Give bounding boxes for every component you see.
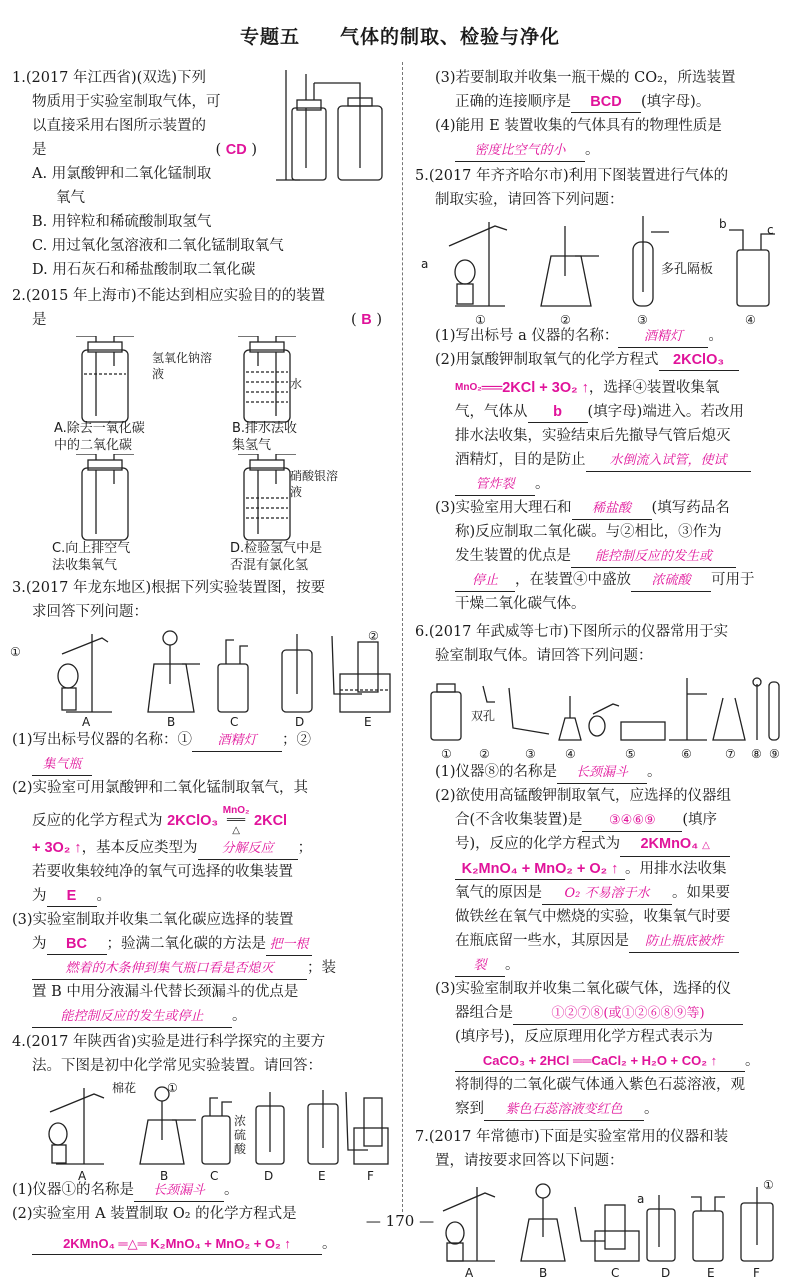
- q4-p1-text: (1)仪器①的名称是: [12, 1182, 135, 1198]
- q4-number: 4.: [12, 1034, 26, 1050]
- question-3: 3.(2017 年龙东地区)根据下列实验装置图，按要 求回答下列问题： ① ② A B C D E (1)写出标号仪器的名称：① 酒精灯 ；② 集气瓶 (2)实验室可用氯酸钾和二氧化锰制取氧气，其 反应的化学方程式为 2KClO₃ MnO₂ ═══ △ 2KCl + 3O₂ ↑，基本反应类型为 分解反应 ； 若要收集较纯净的氧气可选择的收集装置 为 E 。 (3)实验室制取并收集二氧化碳应选择的装置 为 BC ；验满二氧化碳的方法是 把一根 燃着的木条伸到集气瓶口看是否熄灭 ；装 置 B 中用分液漏斗代替长颈漏斗的优点是 能控制反应的发生或停止 。: [12, 576, 392, 1028]
- q1-apparatus-figure: [270, 68, 390, 188]
- q1-stem-line4: 是: [32, 142, 47, 158]
- q6-p3-text2: 器组合是: [455, 1005, 513, 1021]
- q7-number: 7.: [415, 1129, 429, 1145]
- q6-fig-label-5: ⑤: [625, 747, 636, 761]
- q3-p2-collector: E: [47, 886, 97, 907]
- q5-p3-advantage2: 停止: [455, 571, 515, 592]
- q6-fig-label-8: ⑧: [751, 747, 762, 761]
- bracket-left: (: [215, 142, 222, 158]
- q2-figa-caption1: A.除去一氧化碳: [54, 421, 145, 436]
- q2-figd-caption1: D.检验氢气中是: [230, 541, 323, 556]
- q6-fig-label-3: ③: [525, 747, 536, 761]
- q5-p1-answer: 酒精灯: [618, 327, 708, 348]
- q5-p2-port: b: [528, 402, 588, 423]
- q3-p3-text3: ；验满二氧化碳的方法是: [106, 936, 266, 952]
- question-1: [12, 66, 392, 282]
- q4-fig-acid2: 硫: [234, 1128, 247, 1142]
- q6-equation-left: 2KMnO₄: [640, 836, 699, 852]
- q6-p2-text7: 。如果要: [672, 885, 730, 901]
- column-divider: [402, 62, 403, 1212]
- q4-fig-label-d: D: [264, 1169, 274, 1183]
- q4-fig-cotton: 棉花: [112, 1081, 137, 1095]
- q4-p1-end: 。: [224, 1182, 239, 1198]
- q2-figures: [12, 332, 392, 573]
- q4-p4-answer: 密度比空气的小: [455, 141, 585, 162]
- q4-p2-equation: 2KMnO₄ ═△═ K₂MnO₄ + MnO₂ + O₂ ↑: [32, 1234, 322, 1255]
- q7-fig-label-b: B: [539, 1266, 548, 1280]
- q5-fig-a: a: [421, 257, 429, 271]
- q3-p2-text2: 反应的化学方程式为: [32, 813, 163, 829]
- q4-p3-text2: 正确的连接顺序是: [455, 94, 571, 110]
- q6-fig-label-2: ②: [479, 747, 490, 761]
- q5-equation-right: ══2KCl + 3O₂ ↑: [481, 380, 589, 396]
- q5-p3-answer1: 稀盐酸: [572, 499, 652, 520]
- q5-fig-label-1: ①: [475, 313, 486, 327]
- left-column: [12, 66, 392, 1256]
- q5-fig-label-2: ②: [560, 313, 571, 327]
- question-6: [415, 620, 790, 1121]
- q3-fig-mark2: ②: [368, 629, 379, 643]
- q2-figd-caption2: 否混有氯化氢: [230, 558, 309, 573]
- q6-p2-text1: (2)欲使用高锰酸钾制取氧气，应选择的仪器组: [435, 788, 732, 804]
- q7-fig-a: a: [637, 1192, 645, 1206]
- q3-p1-sep: ；②: [282, 732, 312, 748]
- q5-p3-text5: ，在装置④中盛放: [515, 572, 631, 588]
- q5-p2-end: 。: [535, 476, 550, 492]
- q6-p3-observation: 紫色石蕊溶液变红色: [484, 1100, 644, 1121]
- q3-fig-label-c: C: [230, 715, 239, 729]
- q1-stem-line2: 物质用于实验室制取气体，可: [32, 94, 221, 110]
- q3-p2-text1: (2)实验室可用氯酸钾和二氧化锰制取氧气，其: [12, 780, 309, 796]
- q6-p3-text4: 。: [745, 1053, 760, 1069]
- q5-p3-text3: 称)反应制取二氧化碳。与②相比，③作为: [455, 524, 722, 540]
- q5-p2-text6: 酒精灯，目的是防止: [455, 452, 586, 468]
- q4-fig-acid1: 浓: [234, 1114, 247, 1128]
- q5-p2-text2: ，选择④装置收集氧: [588, 380, 720, 396]
- q6-number: 6.: [415, 624, 429, 640]
- q3-fig-mark1: ①: [10, 645, 21, 659]
- q7-fig-label-e: E: [707, 1266, 715, 1280]
- q5-fig-label-3: ③: [637, 313, 648, 327]
- q3-p3-text6: 。: [232, 1008, 247, 1024]
- q4-p3-answer: BCD: [571, 92, 641, 113]
- q2-figc-caption2: 法收集氧气: [52, 558, 118, 573]
- q2-figd-reagent: 硝酸银溶液: [290, 469, 339, 499]
- q1-option-a-cont: 氧气: [56, 190, 85, 206]
- q5-p3-advantage1: 能控制反应的发生或: [571, 547, 736, 568]
- q6-p2-text5: 。用排水法收集: [625, 861, 727, 877]
- q2-figa-reagent: 氢氧化钠溶液: [152, 351, 213, 381]
- q1-number: 1.: [12, 70, 26, 86]
- q3-fig-label-b: B: [167, 715, 176, 729]
- q2-number: 2.: [12, 288, 26, 304]
- q3-equation-right: 2KCl: [254, 813, 288, 829]
- page-number: — 170 —: [365, 1212, 435, 1230]
- q3-fig-label-e: E: [364, 715, 372, 729]
- q3-equation-tail: + 3O₂ ↑: [32, 840, 82, 856]
- q5-stem-line1: (2017 年齐齐哈尔市)利用下图装置进行气体的: [428, 168, 729, 184]
- title-subject: 气体的制取、检验与净化: [340, 26, 561, 48]
- q3-stem-line1: (2017 年龙东地区)根据下列实验装置图，按要: [25, 580, 326, 596]
- q5-p1-text: (1)写出标号 a 仪器的名称：: [435, 328, 619, 344]
- q6-p2-text4: 号)，反应的化学方程式为: [455, 836, 621, 852]
- q6-p2-text2: 合(不含收集装置)是: [455, 812, 583, 828]
- q4-p4-text1: (4)能用 E 装置收集的气体具有的物理性质是: [435, 118, 722, 134]
- q2-figure-c: [72, 454, 152, 544]
- question-2: 2.(2015 年上海市)不能达到相应实验目的的装置 是 ( B ) 氢氧化钠溶液 A.除去一氧化碳 中的二氧化碳 水 B.排水法收 集氢气 C.向上排空气 法收集氧气 硝酸银溶液 D.检验氢气中是 否混有氯化氢: [12, 284, 392, 542]
- q6-p2-reason2a: 防止瓶底被炸: [629, 932, 739, 953]
- q3-equation-left: 2KClO₃: [167, 813, 219, 829]
- q4-fig-acid3: 酸: [234, 1142, 247, 1156]
- q3-p3-text4: ；装: [307, 960, 336, 976]
- q6-p3-text1: (3)实验室制取并收集二氧化碳气体，选择的仪: [435, 981, 732, 997]
- q2-figure-a: [72, 336, 152, 426]
- q3-figures: [10, 624, 392, 729]
- q3-fig-label-d: D: [295, 715, 305, 729]
- q3-p2-text5: 若要收集较纯净的氧气可选择的收集装置: [32, 864, 293, 880]
- q4-stem-line1: (2017 年陕西省)实验是进行科学探究的主要方: [25, 1034, 326, 1050]
- q6-p3-end: 。: [644, 1101, 659, 1117]
- q4-p2-text: (2)实验室用 A 装置制取 O₂ 的化学方程式是: [12, 1206, 297, 1222]
- q1-option-a: A. 用氯酸钾和二氧化锰制取: [32, 166, 212, 182]
- q3-p2-text3: ，基本反应类型为: [81, 840, 198, 856]
- q3-p2-text7: 。: [96, 888, 111, 904]
- q6-p3-text6: 察到: [455, 1101, 484, 1117]
- q3-p3-text5: 置 B 中用分液漏斗代替长颈漏斗的优点是: [32, 984, 299, 1000]
- q5-equation-condition: MnO₂: [455, 382, 482, 393]
- heat-symbol: △: [232, 825, 240, 836]
- q7-stem-line1: (2017 年常德市)下面是实验室常用的仪器和装: [428, 1129, 729, 1145]
- question-7: [415, 1125, 790, 1280]
- q6-p3-equation: CaCO₃ + 2HCl ══CaCl₂ + H₂O + CO₂ ↑: [455, 1051, 745, 1072]
- page-title: [0, 22, 800, 49]
- q3-equation-condition: MnO₂: [222, 805, 250, 816]
- q1-option-b: B. 用锌粒和稀硫酸制取氢气: [32, 214, 212, 230]
- q3-p3-text1: (3)实验室制取并收集二氧化碳应选择的装置: [12, 912, 294, 928]
- q3-fig-label-a: A: [82, 715, 91, 729]
- q5-p3-answer2: 浓硫酸: [631, 571, 711, 592]
- q6-p1-text: (1)仪器⑧的名称是: [435, 764, 558, 780]
- q5-p2-text5: 排水法收集，实验结束后先撤导气管后熄灭: [455, 428, 731, 444]
- q6-p1-answer: 长颈漏斗: [557, 763, 647, 784]
- q6-figures: [415, 668, 790, 760]
- q7-fig-label-f: F: [753, 1266, 760, 1280]
- right-column: [415, 66, 790, 1280]
- q5-p3-text2: (填写药品名: [651, 500, 730, 516]
- q6-fig-label-4: ④: [565, 747, 576, 761]
- q4-fig-label-f: F: [367, 1169, 374, 1183]
- q5-fig-label-4: ④: [745, 313, 756, 327]
- q5-fig-c: c: [767, 223, 774, 237]
- q2-figb-caption2: 集氢气: [232, 438, 272, 453]
- q4-fig-label-a: A: [78, 1169, 87, 1183]
- q3-p3-answer: BC: [47, 934, 107, 955]
- q6-p2-text8: 做铁丝在氧气中燃烧的实验，收集氧气时要: [455, 909, 731, 925]
- q6-p2-reason2b: 裂: [455, 956, 505, 977]
- q3-p3-text2: 为: [32, 936, 47, 952]
- q2-answer: B: [361, 312, 372, 328]
- q1-answer: CD: [225, 142, 247, 158]
- q6-p3-text5: 将制得的二氧化碳气体通入紫色石蕊溶液，观: [455, 1077, 745, 1093]
- q5-number: 5.: [415, 168, 429, 184]
- q5-figures: [415, 212, 790, 327]
- q3-apparatus-row: [22, 624, 392, 724]
- q2-stem-line2: 是: [32, 312, 47, 328]
- q5-fig-b: b: [719, 217, 727, 231]
- q6-p3-answer: ①②⑦⑧(或①②⑥⑧⑨等): [513, 1004, 743, 1025]
- q7-fig-label-d: D: [661, 1266, 671, 1280]
- q2-figb-reagent: 水: [290, 377, 303, 391]
- q6-p2-end: 。: [505, 957, 520, 973]
- q4-p3-text3: (填字母)。: [641, 94, 711, 110]
- q4-fig-label-c: C: [210, 1169, 219, 1183]
- q4-stem-line2: 法。下图是初中化学常见实验装置。请回答：: [32, 1058, 322, 1074]
- q5-p2-reason2: 管炸裂: [455, 475, 535, 496]
- q3-p2-text4: ；: [297, 840, 313, 856]
- q4-fig-mark: ①: [167, 1081, 178, 1095]
- q1-stem-line1: (2017 年江西省)(双选)下列: [25, 70, 206, 86]
- q5-p2-reason1: 水倒流入试管，使试: [586, 451, 751, 472]
- q6-p2-answer: ③④⑥⑨: [582, 811, 682, 832]
- q5-equation-left: 2KClO₃: [659, 350, 739, 371]
- q4-p2-end: 。: [322, 1236, 337, 1252]
- q5-stem-line2: 制取实验，请回答下列问题：: [435, 192, 624, 208]
- q6-p2-text3: (填序: [682, 812, 717, 828]
- q2-stem-line1: (2015 年上海市)不能达到相应实验目的的装置: [25, 288, 326, 304]
- q1-option-d: D. 用石灰石和稀盐酸制取二氧化碳: [32, 262, 256, 278]
- q4-apparatus-row: [20, 1078, 390, 1178]
- q2-figa-caption2: 中的二氧化碳: [54, 438, 133, 453]
- q6-fig-label-1: ①: [441, 747, 452, 761]
- q4-fig-label-b: B: [160, 1169, 169, 1183]
- q7-stem-line2: 置，请按要求回答以下问题：: [435, 1153, 624, 1169]
- q6-fig-hole: 双孔: [471, 709, 496, 723]
- q3-number: 3.: [12, 580, 26, 596]
- q6-stem-line1: (2017 年武威等七市)下图所示的仪器常用于实: [428, 624, 729, 640]
- q3-p1-text: (1)写出标号仪器的名称：①: [12, 732, 193, 748]
- q5-p2-text1: (2)用氯酸钾制取氧气的化学方程式: [435, 352, 659, 368]
- title-topic: 专题五: [239, 26, 300, 48]
- q7-fig-mark: ①: [763, 1178, 774, 1192]
- heat-symbol: △: [702, 840, 710, 851]
- q6-fig-label-6: ⑥: [681, 747, 692, 761]
- q1-stem-line3: 以直接采用右图所示装置的: [32, 118, 206, 134]
- q1-option-c: C. 用过氧化氢溶液和二氧化锰制取氧气: [32, 238, 284, 254]
- q5-p3-text1: (3)实验室用大理石和: [435, 500, 572, 516]
- q5-p3-text6: 可用于: [711, 572, 755, 588]
- q3-p2-text6: 为: [32, 888, 47, 904]
- q4-p3-text1: (3)若要制取并收集一瓶干燥的 CO₂，所选装置: [435, 70, 736, 86]
- question-4-continued: [415, 66, 790, 162]
- q2-figc-caption1: C.向上排空气: [52, 541, 131, 556]
- q6-p1-end: 。: [647, 764, 662, 780]
- q6-fig-label-7: ⑦: [725, 747, 736, 761]
- q3-p1-answer1: 酒精灯: [192, 731, 282, 752]
- q6-p2-text6: 氧气的原因是: [455, 885, 542, 901]
- q4-figures: [12, 1078, 392, 1183]
- q4-p1-answer: 长颈漏斗: [134, 1181, 224, 1202]
- question-5: [415, 164, 790, 616]
- q6-p2-reason: O₂ 不易溶于水: [542, 884, 672, 905]
- q4-fig-label-e: E: [318, 1169, 326, 1183]
- q4-p4-end: 。: [585, 142, 600, 158]
- q5-fig-plate: 多孔隔板: [661, 262, 714, 277]
- q6-stem-line2: 验室制取气体。请回答下列问题：: [435, 648, 653, 664]
- q3-stem-line2: 求回答下列问题：: [32, 604, 148, 620]
- q6-p2-text9: 在瓶底留一些水，其原因是: [455, 933, 629, 949]
- q6-equation-right: K₂MnO₄ + MnO₂ + O₂ ↑: [455, 859, 625, 880]
- q3-p3-method2: 燃着的木条伸到集气瓶口看是否熄灭: [32, 959, 307, 980]
- q3-p3-advantage: 能控制反应的发生或停止: [32, 1007, 232, 1028]
- q7-fig-label-c: C: [611, 1266, 620, 1280]
- q5-p3-text7: 干燥二氧化碳气体。: [455, 596, 586, 612]
- q6-p3-text3: (填序号)，反应原理用化学方程式表示为: [455, 1029, 713, 1045]
- q7-fig-label-a: A: [465, 1266, 474, 1280]
- q5-p2-text3: 气，气体从: [455, 404, 528, 420]
- q3-p1-answer2: 集气瓶: [32, 755, 92, 776]
- q3-p2-reaction-type: 分解反应: [198, 839, 298, 860]
- q6-fig-label-9: ⑨: [769, 747, 780, 761]
- q5-p3-text4: 发生装置的优点是: [455, 548, 571, 564]
- q5-p2-text4: (填字母)端进入。若改用: [587, 404, 744, 420]
- q2-figb-caption1: B.排水法收: [232, 421, 298, 436]
- bracket-right: ): [251, 142, 257, 158]
- q3-p3-method1: 把一根: [266, 935, 312, 956]
- q5-p1-end: 。: [708, 328, 723, 344]
